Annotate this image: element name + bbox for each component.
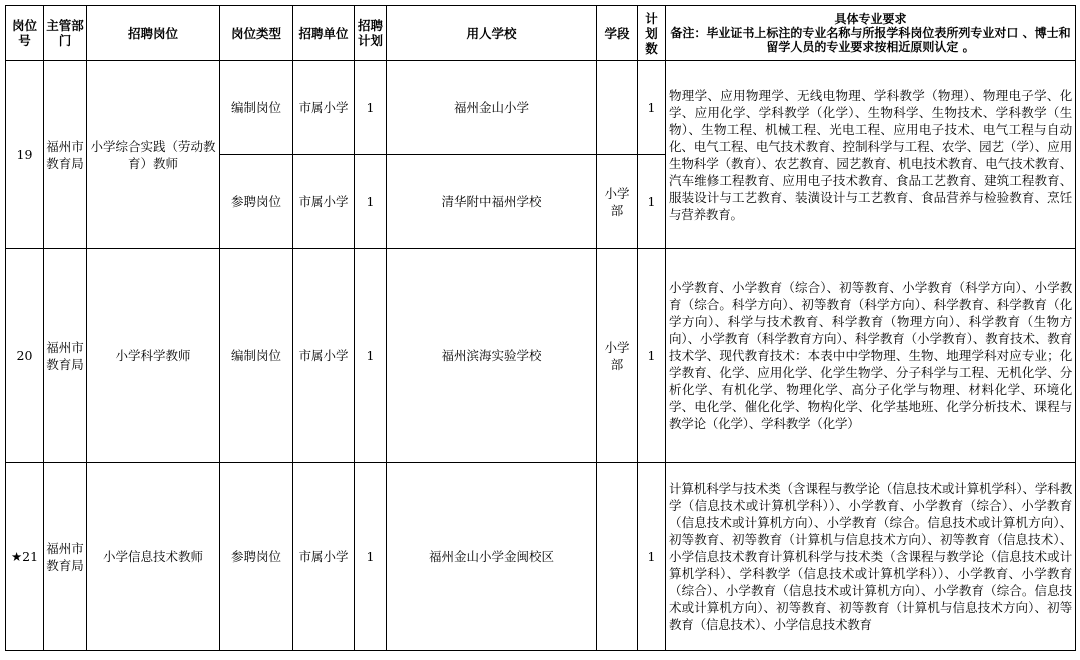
plan-count-cell: 1 [638, 155, 666, 249]
school-cell: 福州金山小学 [387, 61, 597, 155]
plan-cell: 1 [355, 61, 387, 155]
dept-cell: 福州市教育局 [44, 249, 87, 463]
school-cell: 福州滨海实验学校 [387, 249, 597, 463]
spec-cell: 物理学、应用物理学、无线电物理、学科教学（物理）、物理电子学、化学、应用化学、学科教学（化学）、生物科学、生物技术、学科教学（生物）、生物工程、机械工程、光电工程、应用电子技术、电气工程与自动化、电气工程、电气技术教育、控制科学与工程、农学、园艺（学）、应用生物科学（教育）、农艺教育、园艺教育、机电技术教育、电气技术教育、汽车维修工程教育、应用电子技术教育、食品工艺教育、建筑工程教育、服装设计与工艺教育、装潢设计与工艺教育、食品营养与检验教育、烹饪与营养教育。 [666, 61, 1076, 249]
header-unit: 招聘单位 [293, 6, 355, 61]
post-no-cell: 19 [6, 61, 44, 249]
plan-cell: 1 [355, 155, 387, 249]
section-cell: 小学部 [597, 155, 638, 249]
unit-cell: 市属小学 [293, 61, 355, 155]
table-row [6, 61, 1076, 155]
section-cell: 小学部 [597, 249, 638, 463]
table-row [6, 249, 1076, 463]
header-row [6, 6, 1076, 61]
header-school: 用人学校 [387, 6, 597, 61]
post-no-cell: 20 [6, 249, 44, 463]
post-type-cell: 参聘岗位 [220, 463, 293, 651]
position-cell: 小学科学教师 [87, 249, 220, 463]
header-spec [666, 6, 1076, 61]
plan-count-cell: 1 [638, 463, 666, 651]
header-position: 招聘岗位 [87, 6, 220, 61]
position-cell: 小学信息技术教师 [87, 463, 220, 651]
spec-cell: 计算机科学与技术类（含课程与教学论（信息技术或计算机学科）、学科教学（信息技术或计算机学科））、小学教育、小学教育（综合）、小学教育（信息技术或计算机方向）、小学教育（综合。信息技术或计算机方向）、初等教育、初等教育（计算机与信息技术方向）、初等教育（信息技术）、小学信息技术教育计算机科学与技术类（含课程与教学论（信息技术或计算机学科）、学科教学（信息技术或计算机学科））、小学教育、小学教育（综合）、小学教育（信息技术或计算机方向）、小学教育（综合。信息技术或计算机方向）、初等教育、初等教育（计算机与信息技术方向）、初等教育（信息技术）、小学信息技术教育 [666, 463, 1076, 651]
post-type-cell: 编制岗位 [220, 61, 293, 155]
header-spec-title: 具体专业要求 [834, 12, 907, 26]
header-spec-note: 备注：毕业证书上标注的专业名称与所报学科岗位表所列专业对口 、博士和留学人员的专业要求按相近原则认定 。 [670, 26, 1071, 54]
post-type-cell: 编制岗位 [220, 249, 293, 463]
table-row [6, 463, 1076, 651]
header-plan-count: 计划数 [638, 6, 666, 61]
post-no-cell: ★21 [6, 463, 44, 651]
plan-count-cell: 1 [638, 61, 666, 155]
plan-cell: 1 [355, 463, 387, 651]
post-type-cell: 参聘岗位 [220, 155, 293, 249]
spec-cell: 小学教育、小学教育（综合）、初等教育、小学教育（科学方向）、小学教育（综合。科学方向）、初等教育（科学方向）、科学教育、科学教育（化学方向）、科学与技术教育、科学教育（物理方向）、科学教育（生物方向）、小学教育（科学教育方向）、科学教育（小学教育）、教育技术、教育技术学、现代教育技术：本表中中学物理、生物、地理学科对应专业；化学教育、化学、应用化学、化学生物学、分子科学与工程、无机化学、分析化学、有机化学、物理化学、高分子化学与物理、材料化学、环境化学、电化学、催化化学、物构化学、化学基地班、化学分析技术、课程与教学论（化学）、学科教学（化学） [666, 249, 1076, 463]
school-cell: 福州金山小学金闽校区 [387, 463, 597, 651]
unit-cell: 市属小学 [293, 249, 355, 463]
dept-cell: 福州市教育局 [44, 61, 87, 249]
unit-cell: 市属小学 [293, 155, 355, 249]
header-post-no: 岗位号 [6, 6, 44, 61]
header-plan: 招聘计划 [355, 6, 387, 61]
section-cell [597, 463, 638, 651]
header-section: 学段 [597, 6, 638, 61]
position-cell: 小学综合实践（劳动教育）教师 [87, 61, 220, 249]
recruitment-table [5, 5, 1076, 651]
dept-cell: 福州市教育局 [44, 463, 87, 651]
plan-cell: 1 [355, 249, 387, 463]
section-cell [597, 61, 638, 155]
header-dept: 主管部门 [44, 6, 87, 61]
header-post-type: 岗位类型 [220, 6, 293, 61]
unit-cell: 市属小学 [293, 463, 355, 651]
school-cell: 清华附中福州学校 [387, 155, 597, 249]
plan-count-cell: 1 [638, 249, 666, 463]
